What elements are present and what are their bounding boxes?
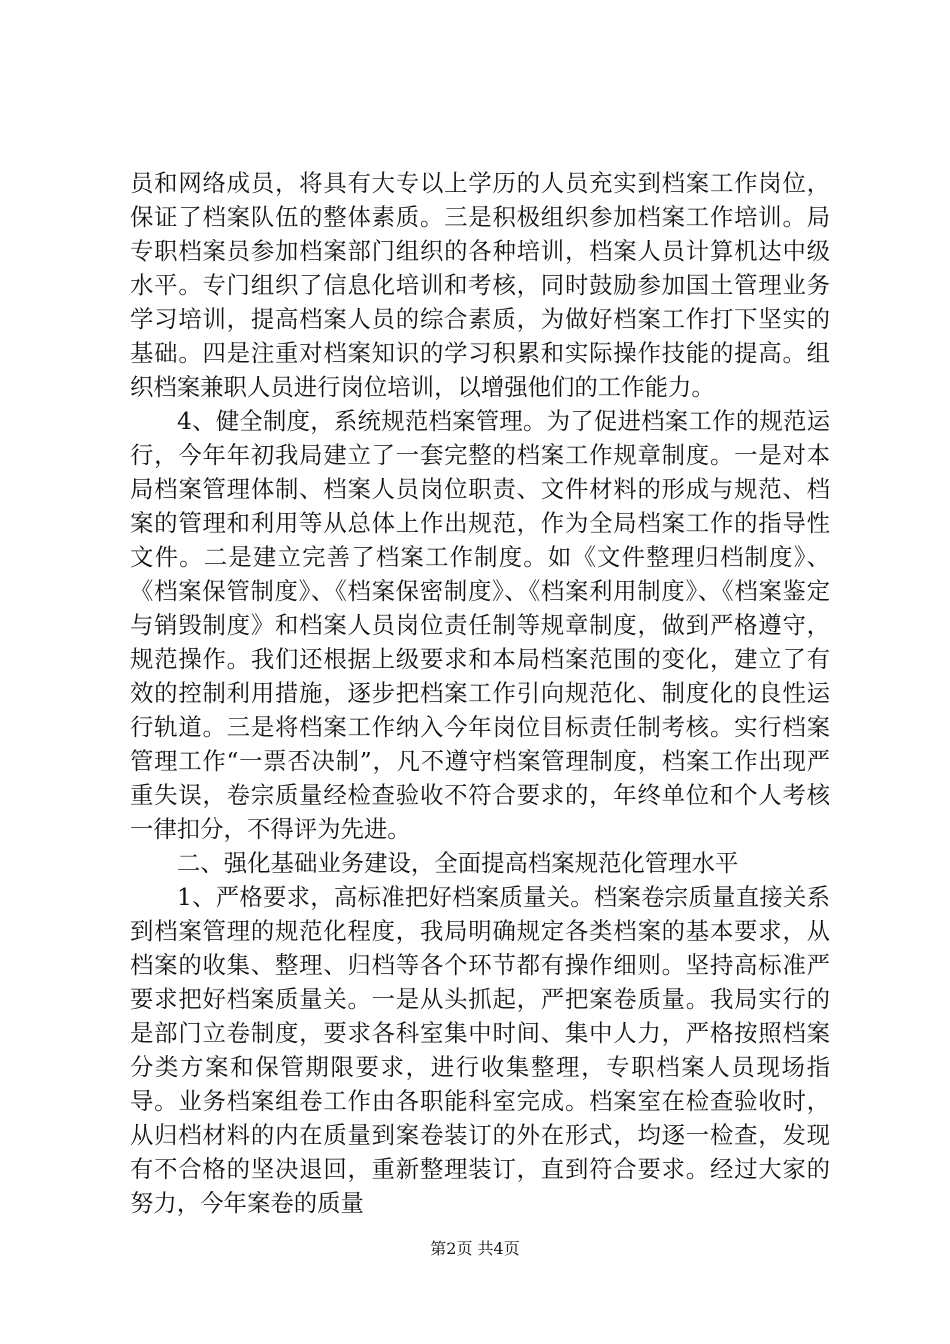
document-body bbox=[130, 166, 830, 1220]
paragraph-section-4: 4、健全制度，系统规范档案管理。为了促进档案工作的规范运行，今年年初我局建立了一套完整的档案工作规章制度。一是对本局档案管理体制、档案人员岗位职责、文件材料的形成与规范、档案的管理和利用等从总体上作出规范，作为全局档案工作的指导性文件。二是建立完善了档案工作制度。如《文件整理归档制度》、《档案保管制度》、《档案保密制度》、《档案利用制度》、《档案鉴定与销毁制度》和档案人员岗位责任制等规章制度，做到严格遵守，规范操作。我们还根据上级要求和本局档案范围的变化，建立了有效的控制利用措施，逐步把档案工作引向规范化、制度化的良性运行轨道。三是将档案工作纳入今年岗位目标责任制考核。实行档案管理工作“一票否决制”，凡不遵守档案管理制度，档案工作出现严重失误，卷宗质量经检查验收不符合要求的，年终单位和个人考核一律扣分，不得评为先进。 bbox=[130, 407, 830, 843]
section-heading-2: 二、强化基础业务建设，全面提高档案规范化管理水平 bbox=[177, 849, 739, 877]
page-number: 第2页 共4页 bbox=[430, 1239, 520, 1258]
paragraph-section-1: 1、严格要求，高标准把好档案质量关。档案卷宗质量直接关系到档案管理的规范化程度，我局明确规定各类档案的基本要求，从档案的收集、整理、归档等各个环节都有操作细则。坚持高标准严要求把好档案质量关。一是从头抓起，严把案卷质量。我局实行的是部门立卷制度，要求各科室集中时间、集中人力，严格按照档案分类方案和保管期限要求，进行收集整理，专职档案人员现场指导。业务档案组卷工作由各职能科室完成。档案室在检查验收时，从归档材料的内在质量到案卷装订的外在形式，均逐一检查，发现有不合格的坚决退回，重新整理装订，直到符合要求。经过大家的努力，今年案卷的质量 bbox=[130, 883, 830, 1217]
paragraph-continuation: 员和网络成员，将具有大专以上学历的人员充实到档案工作岗位，保证了档案队伍的整体素质。三是积极组织参加档案工作培训。局专职档案员参加档案部门组织的各种培训，档案人员计算机达中级水平。专门组织了信息化培训和考核，同时鼓励参加国土管理业务学习培训，提高档案人员的综合素质，为做好档案工作打下坚实的基础。四是注重对档案知识的学习积累和实际操作技能的提高。组织档案兼职人员进行岗位培训，以增强他们的工作能力。 bbox=[130, 169, 830, 401]
